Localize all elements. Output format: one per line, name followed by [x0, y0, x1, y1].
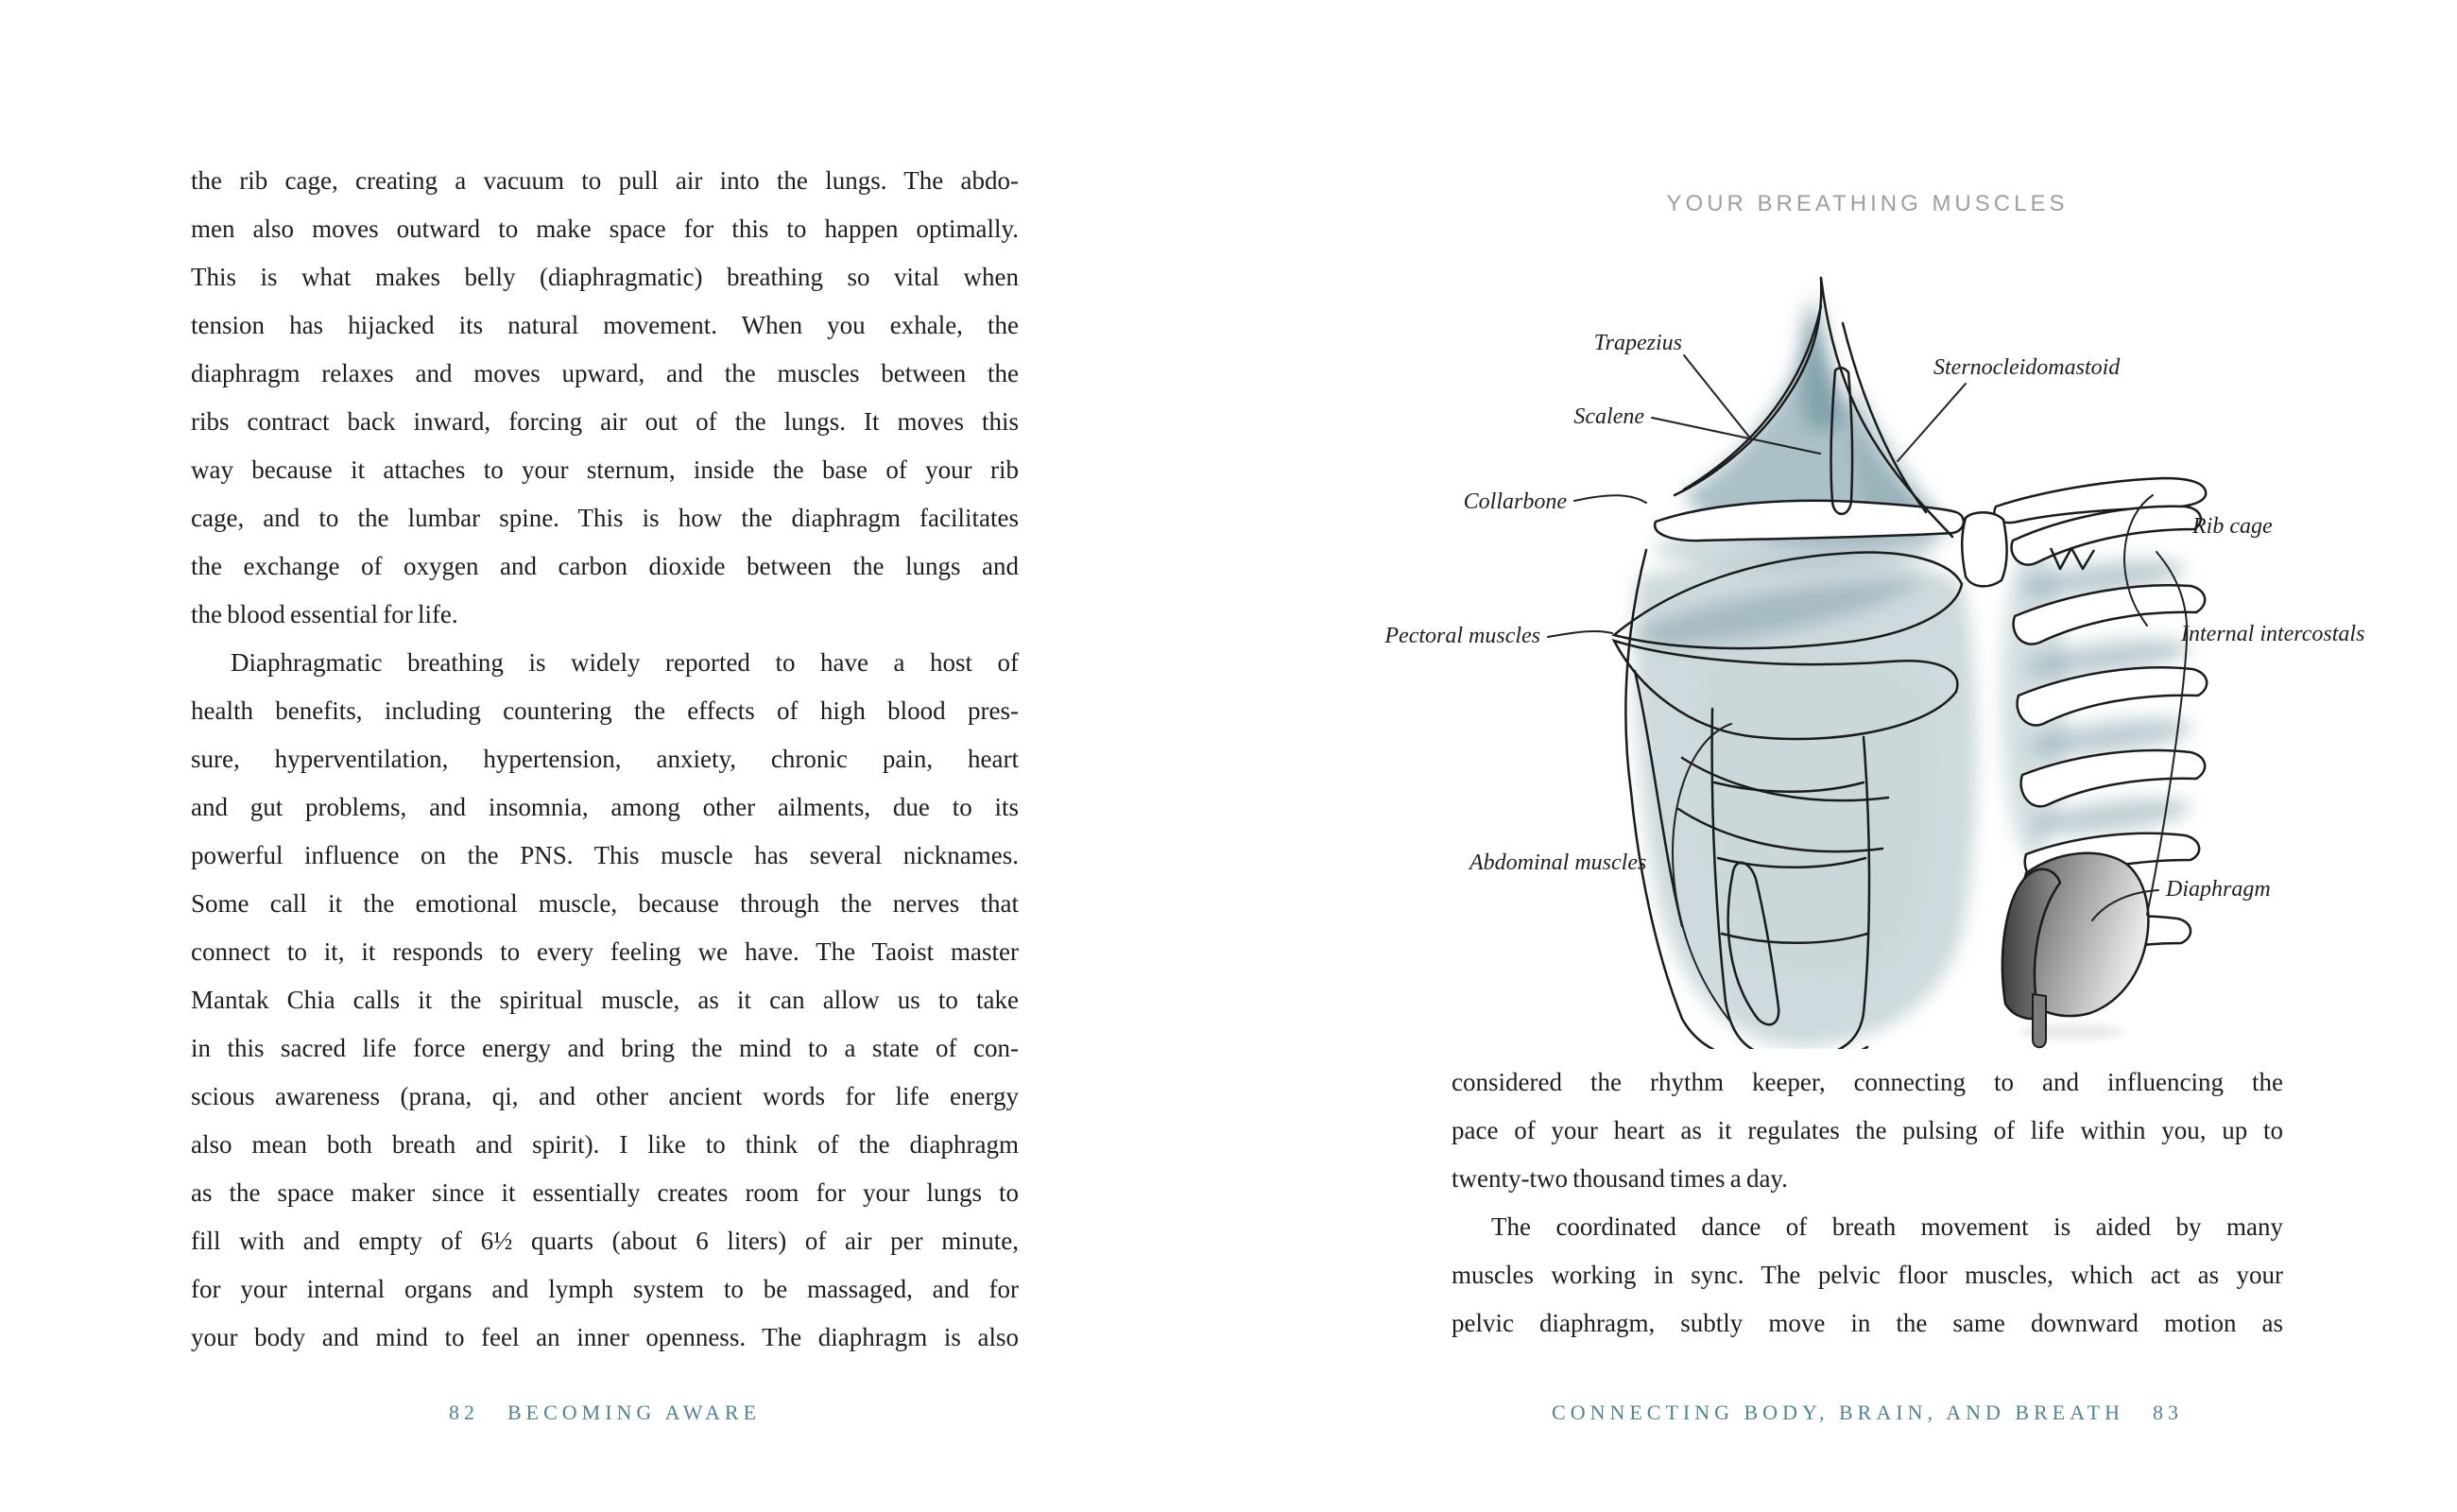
label-pectoral-muscles: Pectoral muscles [1384, 624, 1540, 648]
text-line: ribs contract back inward, forcing air out of the lungs. It moves this [191, 407, 1019, 436]
right-running-title: CONNECTING BODY, BRAIN, AND BREATH [1552, 1400, 2124, 1424]
text-line: and gut problems, and insomnia, among other ailments, due to its [191, 793, 1019, 821]
text-line: twenty-two thousand times a day. [1452, 1164, 1788, 1193]
left-page-number: 82 [448, 1400, 479, 1424]
text-line: your body and mind to feel an inner openness. The diaphragm is also [191, 1323, 1019, 1351]
text-line: tension has hijacked its natural movement. When you exhale, the [191, 311, 1019, 339]
right-page-number: 83 [2152, 1400, 2183, 1424]
text-line: fill with and empty of 6½ quarts (about 6 liters) of air per minute, [191, 1227, 1019, 1255]
pectoral-leader [1548, 631, 1612, 637]
text-line: as the space maker since it essentially creates room for your lungs to [191, 1178, 1019, 1207]
figure-title: YOUR BREATHING MUSCLES [1666, 191, 2069, 216]
right-page-text [1452, 1058, 2283, 1348]
text-line: muscles working in sync. The pelvic floor muscles, which act as your [1452, 1261, 2283, 1289]
text-line: sure, hyperventilation, hypertension, anxiety, chronic pain, heart [191, 745, 1019, 773]
sternum-shape [1962, 512, 2006, 586]
text-line: scious awareness (prana, qi, and other ancient words for life energy [191, 1082, 1019, 1110]
text-line: cage, and to the lumbar spine. This is how the diaphragm facilitates [191, 504, 1019, 532]
right-page-footer [1452, 1400, 2283, 1425]
collarbone-leader [1574, 495, 1646, 503]
text-line: Mantak Chia calls it the spiritual muscle, as it can allow us to take [191, 986, 1019, 1014]
label-rib-cage: Rib cage [2192, 514, 2273, 539]
text-line: the blood essential for life. [191, 600, 458, 628]
text-line: for your internal organs and lymph system to be massaged, and for [191, 1275, 1019, 1303]
text-line: powerful influence on the PNS. This muscle has several nicknames. [191, 841, 1019, 869]
text-line: Diaphragmatic breathing is widely reported to have a host of [231, 648, 1019, 677]
text-line: pace of your heart as it regulates the pulsing of life within you, up to [1452, 1116, 2283, 1144]
sternocleidomastoid-leader [1898, 384, 1966, 461]
label-internal-intercostals: Internal intercostals [2181, 622, 2365, 646]
text-line: This is what makes belly (diaphragmatic) breathing so vital when [191, 263, 1019, 291]
left-page-text [191, 157, 1019, 1362]
label-sternocleidomastoid: Sternocleidomastoid [1933, 355, 2121, 380]
label-diaphragm: Diaphragm [2166, 877, 2271, 902]
breathing-muscles-illustration [1380, 265, 2391, 1049]
diaphragm-shape [2002, 853, 2148, 1047]
left-running-title: BECOMING AWARE [507, 1400, 762, 1424]
text-line: in this sacred life force energy and bring the mind to a state of con- [191, 1034, 1019, 1062]
text-line: connect to it, it responds to every feeling we have. The Taoist master [191, 937, 1019, 966]
text-line: way because it attaches to your sternum, inside the base of your rib [191, 455, 1019, 484]
text-line: the rib cage, creating a vacuum to pull air into the lungs. The abdo- [191, 166, 1019, 195]
left-page-footer [191, 1400, 1019, 1425]
text-line: Some call it the emotional muscle, because through the nerves that [191, 889, 1019, 918]
torso-bottom-contour [1739, 1047, 1867, 1049]
text-line: pelvic diaphragm, subtly move in the same downward motion as [1452, 1309, 2283, 1337]
text-line: diaphragm relaxes and moves upward, and the muscles between the [191, 359, 1019, 387]
text-line: considered the rhythm keeper, connecting to and influencing the [1452, 1068, 2283, 1096]
label-scalene: Scalene [1573, 404, 1644, 429]
label-collarbone: Collarbone [1463, 490, 1567, 514]
text-line: men also moves outward to make space for this to happen optimally. [191, 215, 1019, 243]
label-trapezius: Trapezius [1593, 331, 1682, 355]
label-abdominal-muscles: Abdominal muscles [1469, 850, 1647, 875]
text-line: The coordinated dance of breath movement is aided by many [1491, 1212, 2283, 1241]
text-line: the exchange of oxygen and carbon dioxide between the lungs and [191, 552, 1019, 580]
text-line: health benefits, including countering the effects of high blood pres- [191, 696, 1019, 725]
text-line: also mean both breath and spirit). I like to think of the diaphragm [191, 1130, 1019, 1159]
diaphragm-tail [2033, 994, 2046, 1047]
